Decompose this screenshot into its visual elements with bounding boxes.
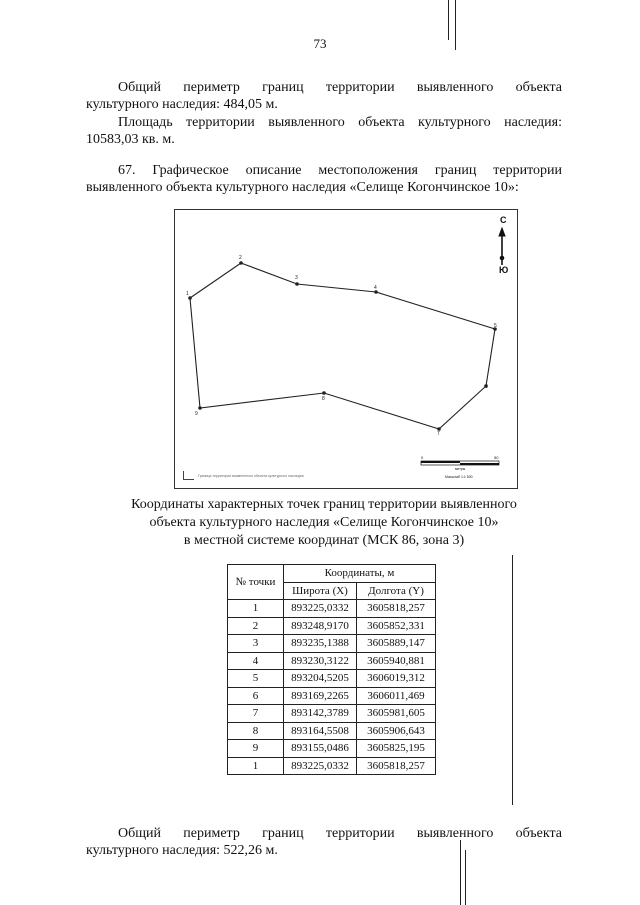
cell-y: 3605818,257 — [357, 757, 436, 775]
cell-y: 3605889,147 — [357, 635, 436, 653]
scan-artifact-line — [512, 555, 513, 805]
point-label-2: 2 — [239, 255, 242, 261]
perimeter2-line-1: Общий периметр границ территории выявленного объекта — [118, 826, 562, 841]
scan-artifact-line — [448, 0, 449, 40]
cell-x: 893155,0486 — [284, 740, 357, 758]
cell-point: 5 — [228, 670, 284, 688]
graphic-description-paragraph — [86, 162, 562, 196]
point-label-9: 9 — [195, 411, 198, 417]
cell-point: 2 — [228, 617, 284, 635]
cell-y: 3605906,643 — [357, 722, 436, 740]
cell-point: 3 — [228, 635, 284, 653]
cell-y: 3605825,195 — [357, 740, 436, 758]
cell-point: 7 — [228, 705, 284, 723]
cell-y: 3606011,469 — [357, 687, 436, 705]
cell-x: 893169,2265 — [284, 687, 357, 705]
table-row — [228, 652, 436, 670]
cell-x: 893248,9170 — [284, 617, 357, 635]
cell-x: 893230,3122 — [284, 652, 357, 670]
cell-point: 4 — [228, 652, 284, 670]
cell-y: 3605981,605 — [357, 705, 436, 723]
point-label-5: 5 — [494, 323, 497, 329]
table-header-row — [228, 565, 436, 583]
south-label: Ю — [499, 265, 509, 275]
area-line-1: Площадь территории выявленного объекта культурного наследия: — [118, 115, 562, 130]
boundary-point-9 — [198, 406, 202, 410]
legend-boundary-icon — [183, 471, 194, 480]
boundary-map — [174, 209, 518, 489]
territory-boundary-polygon — [190, 263, 495, 429]
table-row — [228, 722, 436, 740]
table-row — [228, 740, 436, 758]
scale-bar — [421, 461, 499, 465]
area-line-2: 10583,03 кв. м. — [86, 132, 175, 147]
cell-point: 6 — [228, 687, 284, 705]
header-coordinates: Координаты, м — [284, 565, 436, 583]
header-longitude-y: Долгота (Y) — [357, 582, 436, 600]
scale-end-label: 50 — [494, 455, 499, 460]
caption-line-3: в местной системе координат (МСК 86, зона 3) — [183, 533, 465, 548]
scale-ratio-label: Масштаб 1:1 500 — [445, 475, 473, 479]
legend-text: Граница территории выявленного объекта культурного наследия — [198, 473, 304, 478]
cell-y: 3605818,257 — [357, 600, 436, 618]
cell-y: 3605852,331 — [357, 617, 436, 635]
boundary-point-8 — [322, 391, 326, 395]
perimeter-paragraph-1 — [86, 79, 562, 113]
point-label-3: 3 — [295, 275, 298, 281]
boundary-map-drawing — [175, 210, 517, 488]
table-row — [228, 670, 436, 688]
map-legend — [183, 471, 304, 480]
header-point-number: № точки — [228, 565, 284, 600]
cell-point: 1 — [228, 757, 284, 775]
coordinates-table — [227, 564, 436, 775]
point-label-4: 4 — [374, 285, 377, 291]
graphic-line-2: выявленного объекта культурного наследия «Селище Когончинское 10»: — [86, 180, 519, 195]
table-row — [228, 687, 436, 705]
page-number: 73 — [313, 36, 327, 51]
cell-y: 3606019,312 — [357, 670, 436, 688]
point-label-1: 1 — [186, 291, 189, 297]
cell-point: 1 — [228, 600, 284, 618]
cell-x: 893204,5205 — [284, 670, 357, 688]
point-label-6: 6 — [485, 384, 488, 390]
cell-point: 8 — [228, 722, 284, 740]
table-row — [228, 705, 436, 723]
table-row — [228, 757, 436, 775]
north-label: С — [500, 215, 507, 225]
cell-x: 893235,1388 — [284, 635, 357, 653]
perimeter-paragraph-2 — [86, 825, 562, 859]
table-row — [228, 600, 436, 618]
boundary-point-3 — [295, 282, 299, 286]
table-caption — [86, 496, 562, 550]
cell-x: 893164,5508 — [284, 722, 357, 740]
area-paragraph — [86, 114, 562, 148]
scale-start-label: 0 — [421, 455, 424, 460]
perimeter2-line-2: культурного наследия: 522,26 м. — [86, 843, 278, 858]
boundary-point-2 — [239, 261, 243, 265]
boundary-points — [188, 261, 497, 431]
north-arrow-icon — [499, 228, 505, 265]
cell-point: 9 — [228, 740, 284, 758]
cell-x: 893142,3789 — [284, 705, 357, 723]
table-row — [228, 635, 436, 653]
graphic-line-1: 67. Графическое описание местоположения границ территории — [118, 163, 562, 178]
point-label-7: 7 — [437, 431, 440, 437]
cell-y: 3605940,881 — [357, 652, 436, 670]
point-label-8: 8 — [322, 396, 325, 402]
caption-line-1: Координаты характерных точек границ территории выявленного — [131, 497, 517, 512]
scale-units-label: метры — [455, 467, 466, 471]
perimeter-line-2: культурного наследия: 484,05 м. — [86, 97, 278, 112]
cell-x: 893225,0332 — [284, 757, 357, 775]
table-row — [228, 617, 436, 635]
perimeter-line-1: Общий периметр границ территории выявленного объекта — [118, 80, 562, 95]
scan-artifact-line — [455, 0, 456, 50]
caption-line-2: объекта культурного наследия «Селище Когончинское 10» — [149, 515, 499, 530]
header-latitude-x: Широта (X) — [284, 582, 357, 600]
cell-x: 893225,0332 — [284, 600, 357, 618]
